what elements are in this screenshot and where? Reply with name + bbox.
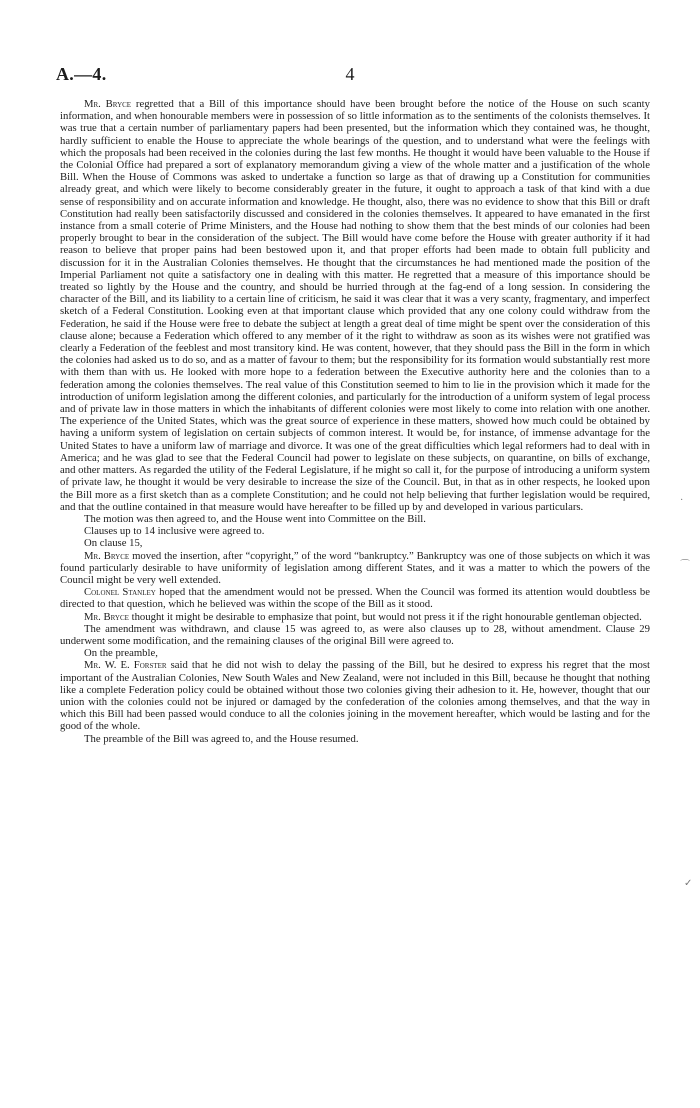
paragraph-text: The motion was then agreed to, and the House went into Committee on the Bill. xyxy=(84,512,426,525)
page-number: 4 xyxy=(345,64,355,84)
paragraph-text: thought it might be desirable to emphasize that point, but would not press it if the right honourable gentleman objected. xyxy=(128,610,642,623)
paragraph xyxy=(60,537,650,549)
paragraph-text: On the preamble, xyxy=(84,647,158,660)
paragraph xyxy=(60,647,650,659)
speaker-name: Colonel Stanley xyxy=(84,586,156,599)
margin-mark: ✓ xyxy=(684,878,693,889)
document-code: A.—4. xyxy=(56,64,107,84)
paragraph xyxy=(60,659,650,732)
paragraph xyxy=(60,513,650,525)
paragraph xyxy=(60,623,650,647)
speaker-name: Mr. Bryce xyxy=(84,98,132,110)
document-body xyxy=(60,98,650,745)
paragraph xyxy=(60,586,650,610)
margin-mark: · xyxy=(680,495,684,506)
paragraph-text: hoped that the amendment would not be pressed. When the Council was formed its attention would doubtless be directed to that question, which he believed was within the scope of the Bill as it stood. xyxy=(60,586,650,611)
paragraph-text: Clauses up to 14 inclusive were agreed to. xyxy=(84,525,265,538)
paragraph xyxy=(60,525,650,537)
paragraph-text: regretted that a Bill of this importance should have been brought before the notice of the House on such scanty information, and when honourable members were in possession of so little information as to the sentiments of the colonists themselves. It was true that a certain number of parliamentary papers had been presented, but the information which they contained was, he thought, hardly sufficient to enable the House to appreciate the whole bearings of the question, and to understand what were the feelings with which the proposals had been received in the colonies during the last few months. He thought it would have been valuable to the House if the Colonial Office had prepared a sort of explanatory memorandum giving a view of the whole matter and a justification of the whole Bill. When the House of Commons was asked to undertake a function so large as that of drawing up a Constitution for communities already great, and which were likely to become considerably greater in the future, it ought to approach a task of that kind with a due sense of responsibility and on accurate information and knowledge. He thought, also, there was no evidence to show that this Bill or draft Constitution had really been satisfactorily discussed and considered in the colonies themselves. It appeared to have emanated in the first instance from a small coterie of Prime Ministers, and the House had nothing to show them that the best minds of our colonies had been properly brought to bear in the consideration of the subject. The Bill would have come before the House with greater authority if it had reason to believe that proper pains had been bestowed upon it, and that proper efforts had been made to obtain full publicity and discussion for it in the Australian Colonies themselves. He thought that the circumstances he had mentioned made the position of the Imperial Parliament not quite a satisfactory one in dealing with this matter. He regretted that a measure of this importance should be treated so lightly by the House and the country, and should be hurried through at the fag-end of a long session. In considering the character of the Bill, and its liability to a certain line of criticism, he said it was clear that it was a very scanty, fragmentary, and imperfect sketch of a Federal Constitution. Looking even at that important clause which provided that any one colony could withdraw from the Federation, he said if the House were free to debate the subject at length a great deal of time might be spent over the consideration of this clause alone; because a Federation which offered to any member of it the right to withdraw as soon as its wishes were not gratified was clearly a Federation of the feeblest and most transitory kind. He was content, however, that they should pass the Bill in the form in which the colonies had asked us to do so, and as a matter of favour to them; but the responsibility for its formation would substantially rest more with them than with us. He looked with more hope to a federation between the Executive authority here and the colonies than to a federation among the colonies themselves. The real value of this Constitution seemed to him to lie in the provision which it made for the introduction of uniform legislation among the different colonies, and particularly for the introduction of a uniform system of legal process and of private law in those matters in which the inhabitants of different colonies were most likely to come into relation with one another. The experience of the United States, which was the great source of experience in these matters, showed how much could be obtained by having a uniform system of legislation on certain subjects of common interest. It would be, for instance, of immense advantage for the United States to have a uniform law of marriage and divorce. It was one of the great difficulties which legal reformers had to deal with in America; and he was glad to see that the Federal Council had power to legislate on these subjects, on quarantine, on bills of exchange, and other matters. As regarded the utility of the Federal Legislature, if he might so call it, for the purpose of introducing a uniform system of private law, he thought it would be very desirable to increase the size of the Council. But, in that as in other respects, he looked upon the Bill more as a first sketch than as a complete Constitution; and he could not help believing that further legislation would be required, and that the outline contained in that measure would have hereafter to be filled up by and developed in various particulars. xyxy=(60,98,650,513)
paragraph-text: moved the insertion, after “copyright,” of the word “bankruptcy.” Bankruptcy was one of those subjects on which it was found particularly desirable to have uniformity of legislation among different States, and it was a matter to which the powers of the Council might be very well extended. xyxy=(60,549,650,586)
page-header xyxy=(56,64,644,88)
speaker-name: Mr. Bryce xyxy=(84,549,130,562)
paragraph-text: On clause 15, xyxy=(84,537,143,550)
paragraph-text: The preamble of the Bill was agreed to, and the House resumed. xyxy=(84,732,359,745)
speaker-name: Mr. W. E. Forster xyxy=(84,659,167,672)
paragraph-text: The amendment was withdrawn, and clause 15 was agreed to, as were also clauses up to 28, without amendment. Clause 29 underwent some modification, and the remaining clauses of the original Bill were agreed to. xyxy=(60,622,650,647)
paragraph-text: said that he did not wish to delay the passing of the Bill, but he desired to express his regret that the most important of the Australian Colonies, New South Wales and New Zealand, were not included in this Bill, because he thought that nothing like a complete Federation policy could be obtained without those two colonies giving their adhesion to it. He, however, thought that our union with the colonies could not be injured or damaged by the confederation of the colonies among themselves, and that the way in which this Bill had been passed would conduce to all the colonies joining in the movement hereafter, which would be lasting and for the good of the whole. xyxy=(60,659,650,733)
speaker-name: Mr. Bryce xyxy=(84,610,129,623)
paragraph xyxy=(60,611,650,623)
paragraph xyxy=(60,98,650,513)
paragraph xyxy=(60,733,650,745)
paragraph xyxy=(60,550,650,587)
margin-mark: ⌒ xyxy=(680,560,690,571)
